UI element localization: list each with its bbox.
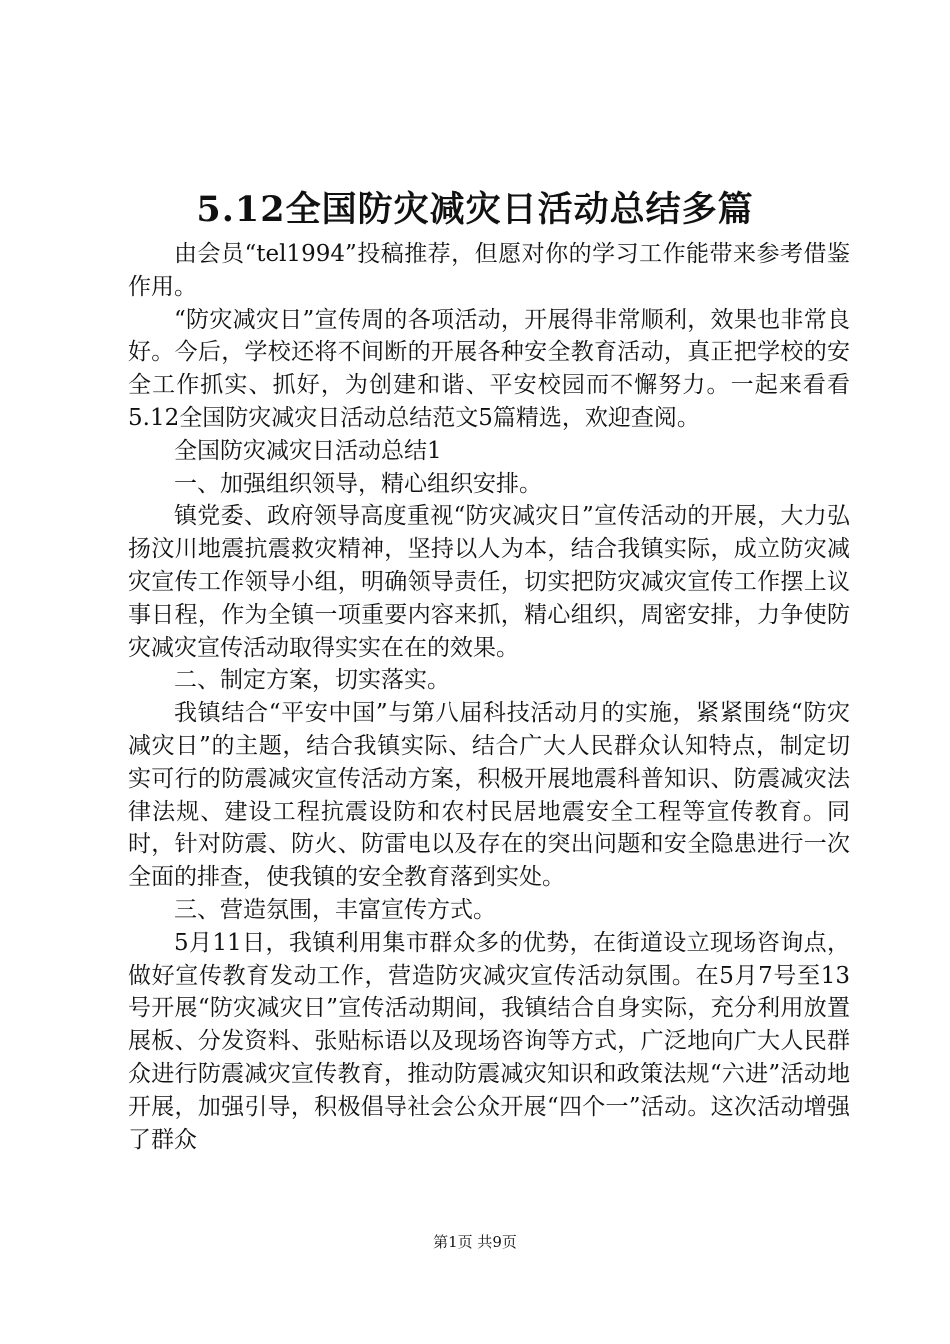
subheading-1: 一、加强组织领导，精心组织安排。	[174, 470, 542, 497]
subheading-3: 三、营造氛围，丰富宣传方式。	[174, 896, 496, 923]
section-heading-1: 全国防灾减灾日活动总结1	[174, 437, 442, 464]
document-title: 5.12全国防灾减灾日活动总结多篇	[196, 189, 754, 230]
page-footer: 第1页 共9页	[433, 1233, 517, 1251]
document-body	[128, 238, 850, 1156]
subheading-2: 二、制定方案，切实落实。	[174, 667, 450, 694]
paragraph-body-3: 5月11日，我镇利用集市群众多的优势，在街道设立现场咨询点，做好宣传教育发动工作，营造防灾减灾宣传活动氛围。在5月7号至13号开展“防灾减灾日”宣传活动期间，我镇结合自身实际，充分利用放置展板、分发资料、张贴标语以及现场咨询等方式，广泛地向广大人民群众进行防震减灾宣传教育，推动防震减灾知识和政策法规“六进”活动地开展，加强引导，积极倡导社会公众开展“四个一”活动。这次活动增强了群众	[128, 929, 850, 1153]
paragraph-intro: 由会员“tel1994”投稿推荐，但愿对你的学习工作能带来参考借鉴作用。	[128, 241, 850, 300]
paragraph-summary: “防灾减灾日”宣传周的各项活动，开展得非常顺利，效果也非常良好。今后，学校还将不间断的开展各种安全教育活动，真正把学校的安全工作抓实、抓好，为创建和谐、平安校园而不懈努力。一起来看看5.12全国防灾减灾日活动总结范文5篇精选，欢迎查阅。	[128, 306, 850, 431]
paragraph-body-2: 我镇结合“平安中国”与第八届科技活动月的实施，紧紧围绕“防灾减灾日”的主题，结合我镇实际、结合广大人民群众认知特点，制定切实可行的防震减灾宣传活动方案，积极开展地震科普知识、防震减灾法律法规、建设工程抗震设防和农村民居地震安全工程等宣传教育。同时，针对防震、防火、防雷电以及存在的突出问题和安全隐患进行一次全面的排查，使我镇的安全教育落到实处。	[128, 700, 850, 891]
paragraph-body-1: 镇党委、政府领导高度重视“防灾减灾日”宣传活动的开展，大力弘扬汶川地震抗震救灾精神，坚持以人为本，结合我镇实际，成立防灾减灾宣传工作领导小组，明确领导责任，切实把防灾减灾宣传工作摆上议事日程，作为全镇一项重要内容来抓，精心组织，周密安排，力争使防灾减灾宣传活动取得实实在在的效果。	[128, 503, 850, 661]
